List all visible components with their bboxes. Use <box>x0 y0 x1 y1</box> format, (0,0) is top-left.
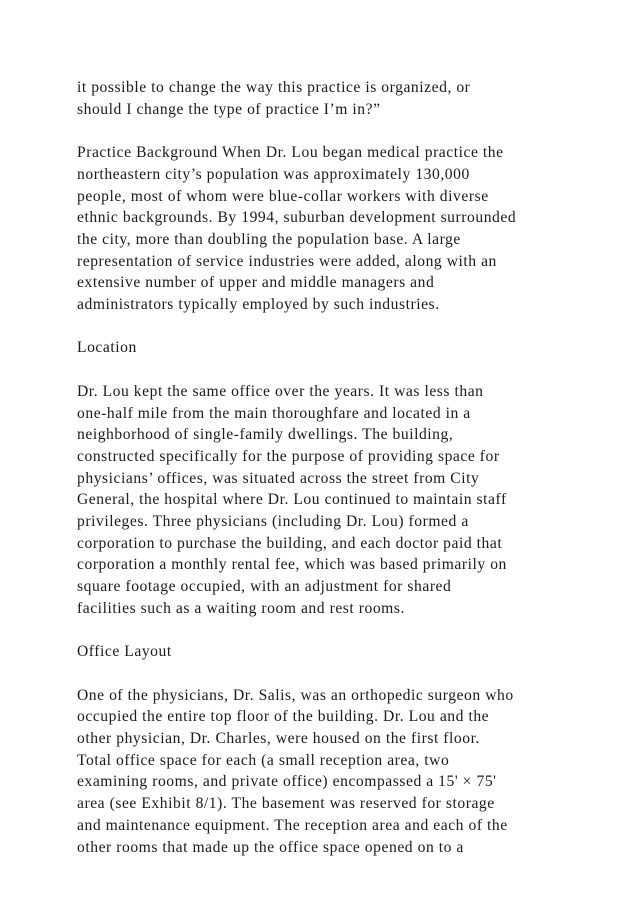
text-line: extensive number of upper and middle managers and <box>77 274 435 292</box>
text-line: and maintenance equipment. The reception area and each of the <box>77 816 508 834</box>
paragraph-office-layout <box>77 685 577 859</box>
text-line: neighborhood of single-family dwellings. The building, <box>77 426 454 444</box>
text-line: people, most of whom were blue-collar workers with diverse <box>77 187 489 205</box>
text-line: General, the hospital where Dr. Lou continued to maintain staff <box>77 491 507 509</box>
text-line: Practice Background When Dr. Lou began medical practice the <box>77 144 504 162</box>
text-line: ethnic backgrounds. By 1994, suburban development surrounded <box>77 209 517 227</box>
text-line: the city, more than doubling the population base. A large <box>77 230 461 248</box>
text-line: should I change the type of practice I’m in?” <box>77 100 381 118</box>
text-line: square footage occupied, with an adjustment for shared <box>77 578 452 596</box>
text-line: corporation a monthly rental fee, which was based primarily on <box>77 556 507 574</box>
paragraph-location <box>77 381 577 620</box>
text-line: corporation to purchase the building, and each doctor paid that <box>77 534 503 552</box>
text-line: Dr. Lou kept the same office over the years. It was less than <box>77 382 484 400</box>
text-line: one-half mile from the main thoroughfare and located in a <box>77 404 471 422</box>
text-line: representation of service industries were added, along with an <box>77 252 497 270</box>
heading-location <box>77 337 577 359</box>
text-line: it possible to change the way this practice is organized, or <box>77 79 471 96</box>
text-line: privileges. Three physicians (including Dr. Lou) formed a <box>77 513 469 531</box>
text-line: occupied the entire top floor of the building. Dr. Lou and the <box>77 708 490 726</box>
text-line: One of the physicians, Dr. Salis, was an orthopedic surgeon who <box>77 686 514 704</box>
text-line: other rooms that made up the office space opened on to a <box>77 838 464 856</box>
paragraph-intro-quote <box>77 77 577 120</box>
text-line: facilities such as a waiting room and rest rooms. <box>77 599 405 617</box>
section-heading: Location <box>77 339 137 357</box>
text-line: northeastern city’s population was approximately 130,000 <box>77 165 470 183</box>
document-body <box>77 77 577 880</box>
text-line: examining rooms, and private office) encompassed a 15' × 75' <box>77 773 497 791</box>
heading-office-layout <box>77 641 577 663</box>
text-line: administrators typically employed by such industries. <box>77 296 440 314</box>
text-line: Total office space for each (a small reception area, two <box>77 751 450 769</box>
text-line: physicians’ offices, was situated across the street from City <box>77 469 480 487</box>
text-line: area (see Exhibit 8/1). The basement was reserved for storage <box>77 795 495 813</box>
text-line: constructed specifically for the purpose of providing space for <box>77 447 500 465</box>
paragraph-practice-background <box>77 142 577 316</box>
section-heading: Office Layout <box>77 643 172 661</box>
text-line: other physician, Dr. Charles, were housed on the first floor. <box>77 730 480 748</box>
